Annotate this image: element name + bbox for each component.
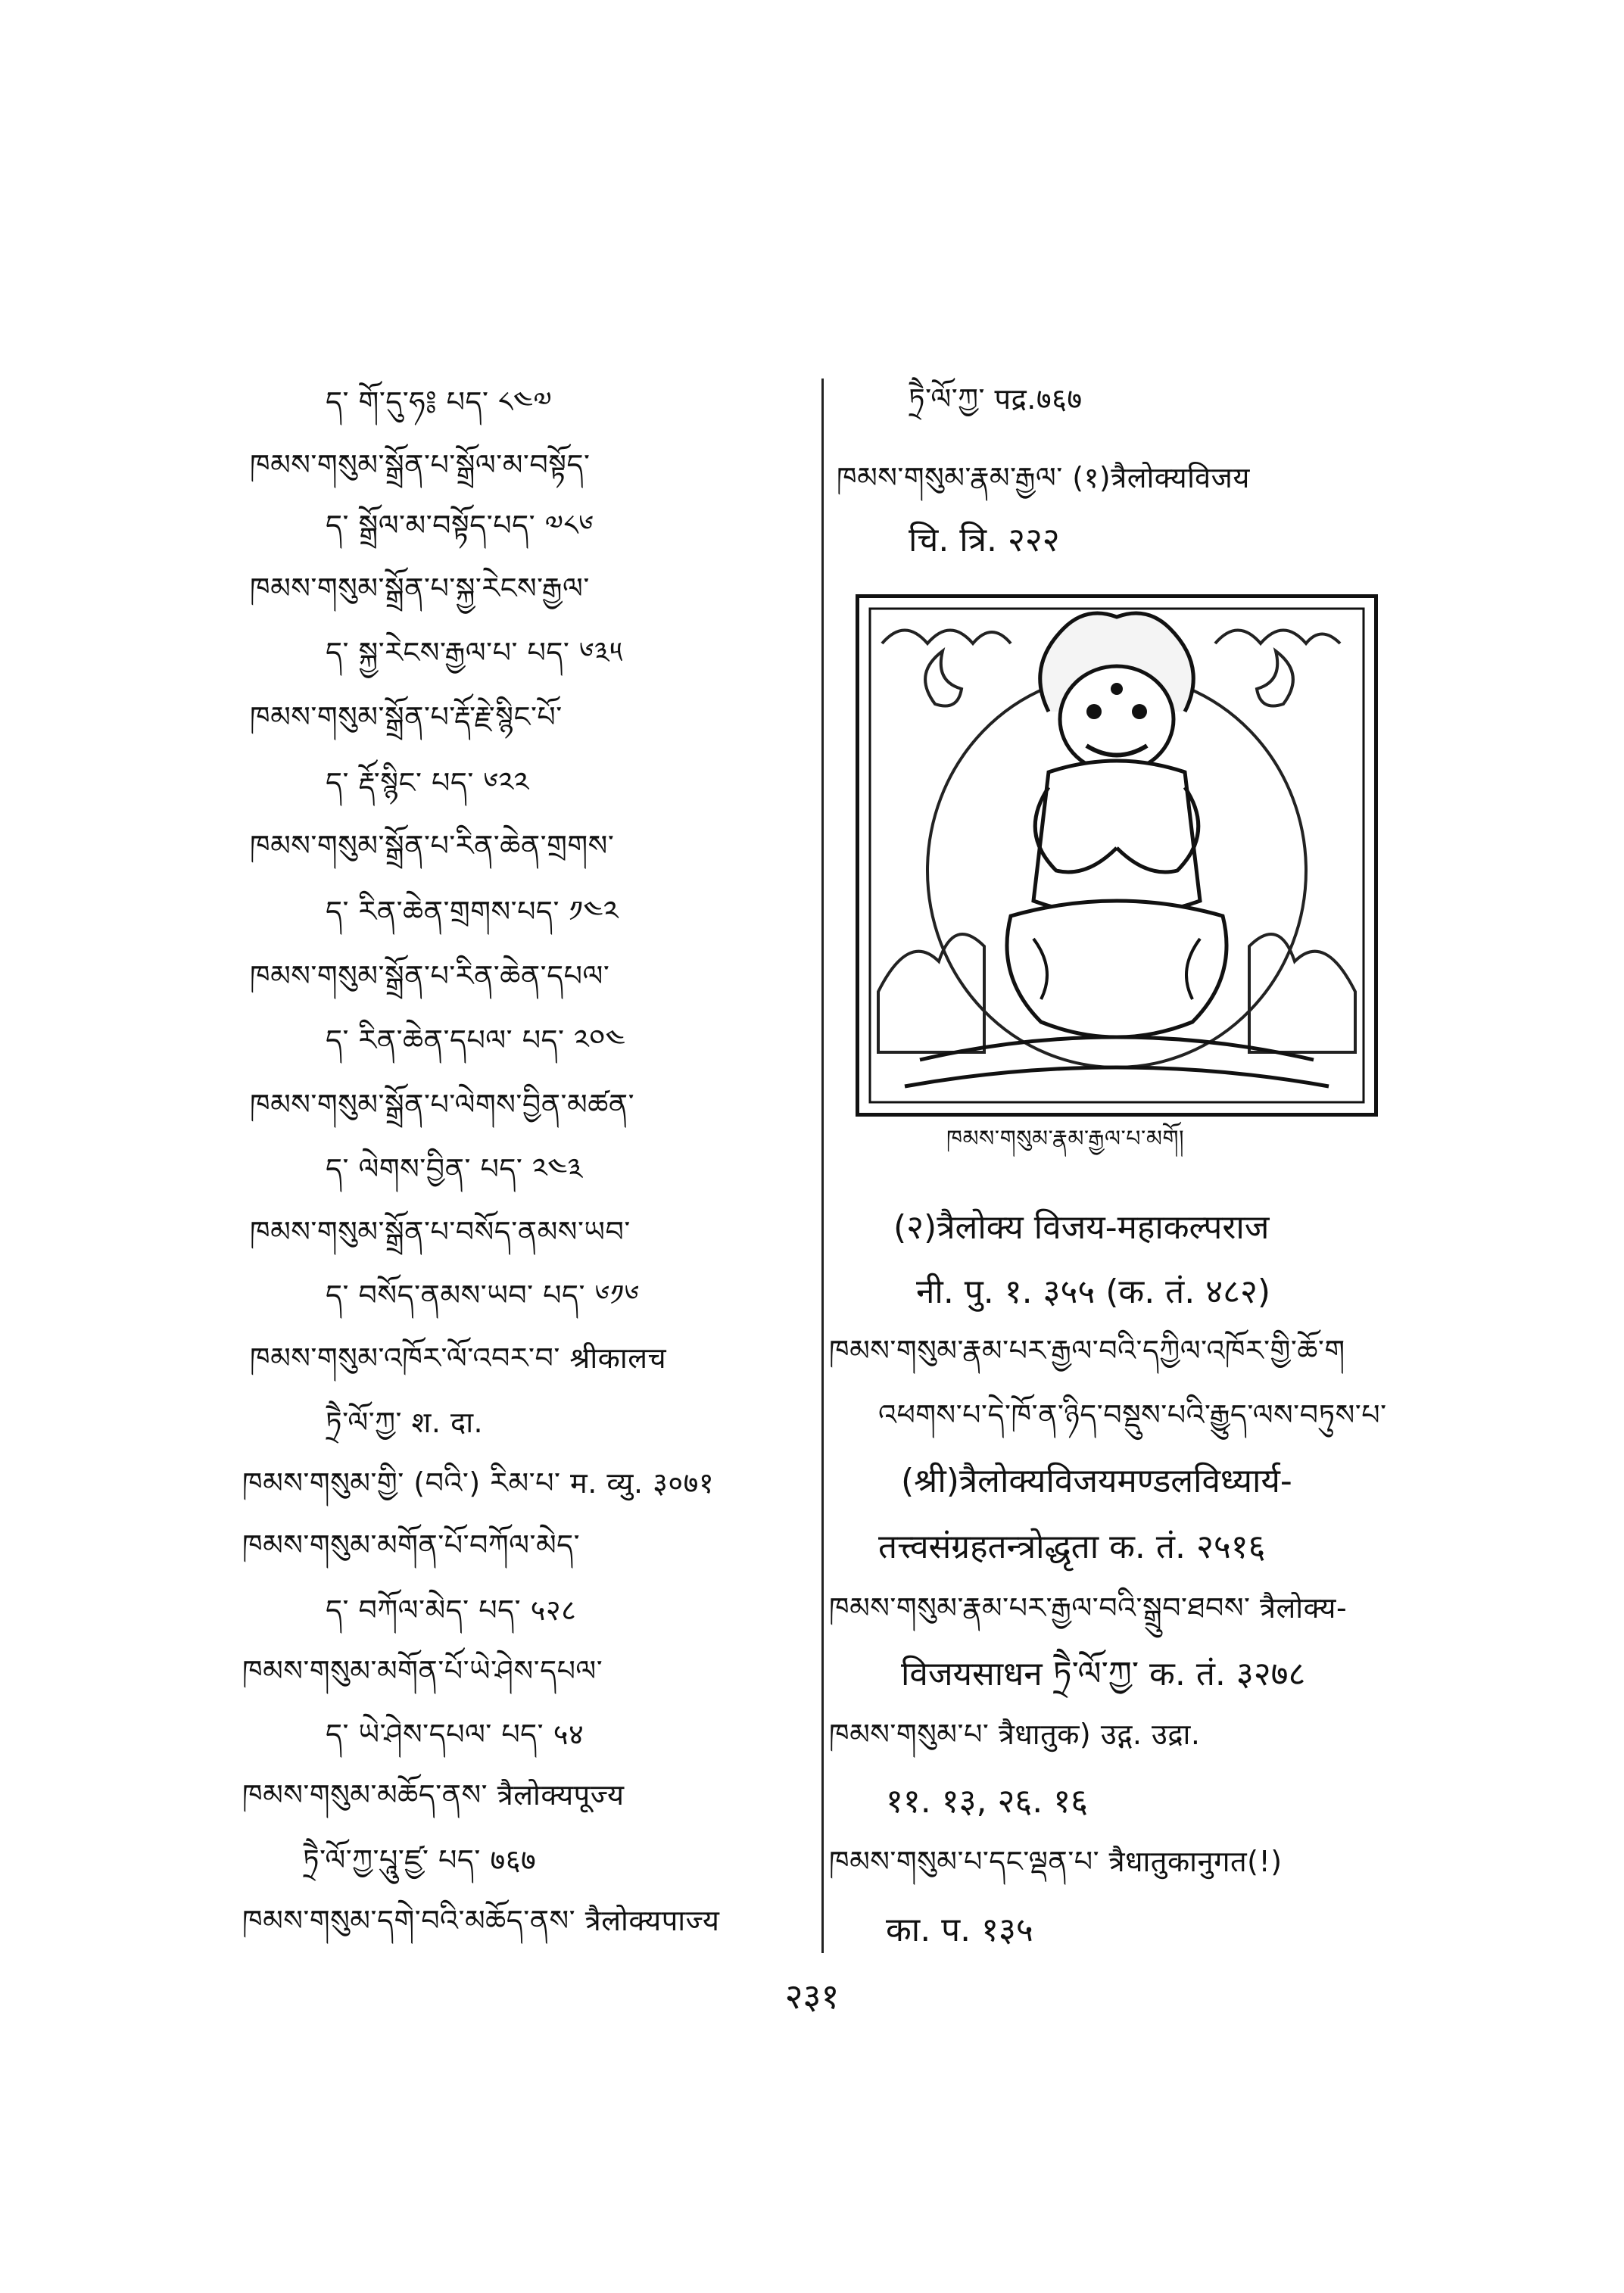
entry-line: ཁམས་གསུམ་གྱི་ (བའི་) རིམ་པ་ म. व्यु. ३०७१ bbox=[242, 1466, 715, 1500]
entry-line: ད་ རྡོ་སྙིང་ པད་ ༦༢༢ bbox=[326, 766, 529, 799]
entry-line: ཁམས་གསུམ་མཆོད་ནས་ त्रैलोक्यपूज्य bbox=[242, 1778, 625, 1812]
entry-line: ད་ ལེགས་བྱིན་ པད་ ༢༤༣ bbox=[326, 1152, 583, 1185]
entry-line: ད་ རིན་ཆེན་དཔལ་ པད་ ༢༠༤ bbox=[326, 1023, 626, 1057]
entry-line: ད་ བཀོལ་མེད་ པད་ ५२८ bbox=[326, 1594, 577, 1627]
entry-line: ད་ ཡེ་ཤེས་དཔལ་ པད་ ५४ bbox=[326, 1718, 584, 1751]
entry-line: ད་ བསོད་ནམས་ཡབ་ པད་ ༦༡༦ bbox=[326, 1279, 640, 1312]
entry-line: ཏྲཻ་ལོ་ཀྱ་ पद्र.७६७ bbox=[909, 382, 1083, 416]
entry-line: ཁམས་གསུམ་དགེ་བའི་མཆོད་ནས་ त्रैलोक्यपाज्य bbox=[242, 1904, 720, 1937]
entry-line: ཁམས་གསུམ་པ་དང་ལྡན་པ་ त्रैधातुकानुगत(!) bbox=[829, 1845, 1283, 1878]
entry-line: འཕགས་པ་དེ་ཁོ་ན་ཉིད་བསྡུས་པའི་རྒྱུད་ལས་བཏུས་པ་ bbox=[878, 1398, 1387, 1432]
entry-line: का. प. १३५ bbox=[886, 1911, 1033, 1949]
entry-line: ཁམས་གསུམ་སྒྲོན་པ་སྒྲོལ་མ་བསྟོད་ bbox=[250, 448, 591, 481]
deity-illustration-icon bbox=[859, 598, 1374, 1113]
entry-line: ཁམས་གསུམ་རྣམ་པར་རྒྱལ་བའི་སྒྲུབ་ཐབས་ त्रैलोक्य- bbox=[829, 1591, 1348, 1625]
entry-line: ཁམས་གསུམ་འཁོར་ལོ་འབར་བ་ श्रीकालच bbox=[250, 1341, 667, 1375]
entry-line: ཁམས་གསུམ་རྣམ་པར་རྒྱལ་བའི་དཀྱིལ་འཁོར་གྱི་ཆོ་ག bbox=[829, 1334, 1345, 1367]
entry-line: (श्री)त्रैलोक्यविजयमण्डलविध्यार्य- bbox=[901, 1462, 1292, 1500]
entry-line: ཁམས་གསུམ་སྒྲོན་པ་ལེགས་བྱིན་མཚན་ bbox=[250, 1088, 635, 1121]
entry-line: विजयसाधन ཏྲཻ་ལོ་ཀྱ་ क. तं. ३२७८ bbox=[901, 1655, 1306, 1693]
entry-line: ཁམས་གསུམ་སྒྲོན་པ་རྡོ་རྗེ་སྙིང་པོ་ bbox=[250, 700, 563, 734]
column-divider bbox=[821, 379, 824, 1953]
entry-line: ཁམས་གསུམ་སྒྲོན་པ་བསོད་ནམས་ཡབ་ bbox=[250, 1215, 631, 1248]
figure-caption: ཁམས་གསུམ་རྣམ་རྒྱལ་པ་མགོ། bbox=[946, 1126, 1185, 1152]
entry-line: ཁམས་གསུམ་སྒྲོན་པ་རིན་ཆེན་དཔལ་ bbox=[250, 959, 610, 992]
entry-line: ཏྲཻ་ལོ་ཀྱ་པཱུ་ཛྱ་ པད་ ७६७ bbox=[303, 1843, 537, 1877]
entry-line: ད་ སྒྲོལ་མ་བསྟོད་པད་ ༧༨༦ bbox=[326, 509, 594, 542]
entry-line: चि. त्रि. २२२ bbox=[909, 521, 1060, 559]
entry-line: ད་ གོ་དུ་ཧ༔ པད་ ༨༤༧ bbox=[326, 385, 553, 419]
entry-line: ཏྲཻ་ལོ་ཀྱ་ श. दा. bbox=[326, 1406, 484, 1439]
entry-line: ད་ རིན་ཆེན་གྲགས་པད་ ༡༤༢ bbox=[326, 895, 619, 928]
entry-line: ཁམས་གསུམ་མགོན་པོ་ཡེ་ཤེས་དཔལ་ bbox=[242, 1654, 603, 1687]
deity-illustration bbox=[856, 594, 1378, 1117]
entry-line: नी. पु. १. ३५५ (क. तं. ४८२) bbox=[916, 1273, 1271, 1311]
page-number: २३१ bbox=[784, 1976, 840, 2017]
entry-line: ཁམས་གསུམ་སྒྲོན་པ་རིན་ཆེན་གྲགས་ bbox=[250, 829, 615, 862]
entry-line: (२)त्रैलोक्य विजय-महाकल्पराज bbox=[893, 1208, 1270, 1247]
entry-line: ཁམས་གསུམ་སྒྲོན་པ་སྐྱ་རེངས་རྒྱལ་ bbox=[250, 572, 590, 605]
entry-line: ཁམས་གསུམ་རྣམ་རྒྱལ་ (१)त्रैलोक्यविजय bbox=[837, 461, 1250, 494]
entry-line: ད་ སྐྱ་རེངས་རྒྱལ་པ་ པད་ ༦༣༥ bbox=[326, 636, 623, 669]
entry-line: ཁམས་གསུམ་པ་ त्रैधातुक) उद्ग. उद्रा. bbox=[829, 1718, 1201, 1751]
entry-line: ཁམས་གསུམ་མགོན་པོ་བཀོལ་མེད་ bbox=[242, 1528, 581, 1562]
entry-line: ११. १३, २६. १६ bbox=[886, 1782, 1088, 1821]
entry-line: तत्त्वसंग्रहतन्त्रोद्धृता क. तं. २५१६ bbox=[878, 1528, 1266, 1566]
